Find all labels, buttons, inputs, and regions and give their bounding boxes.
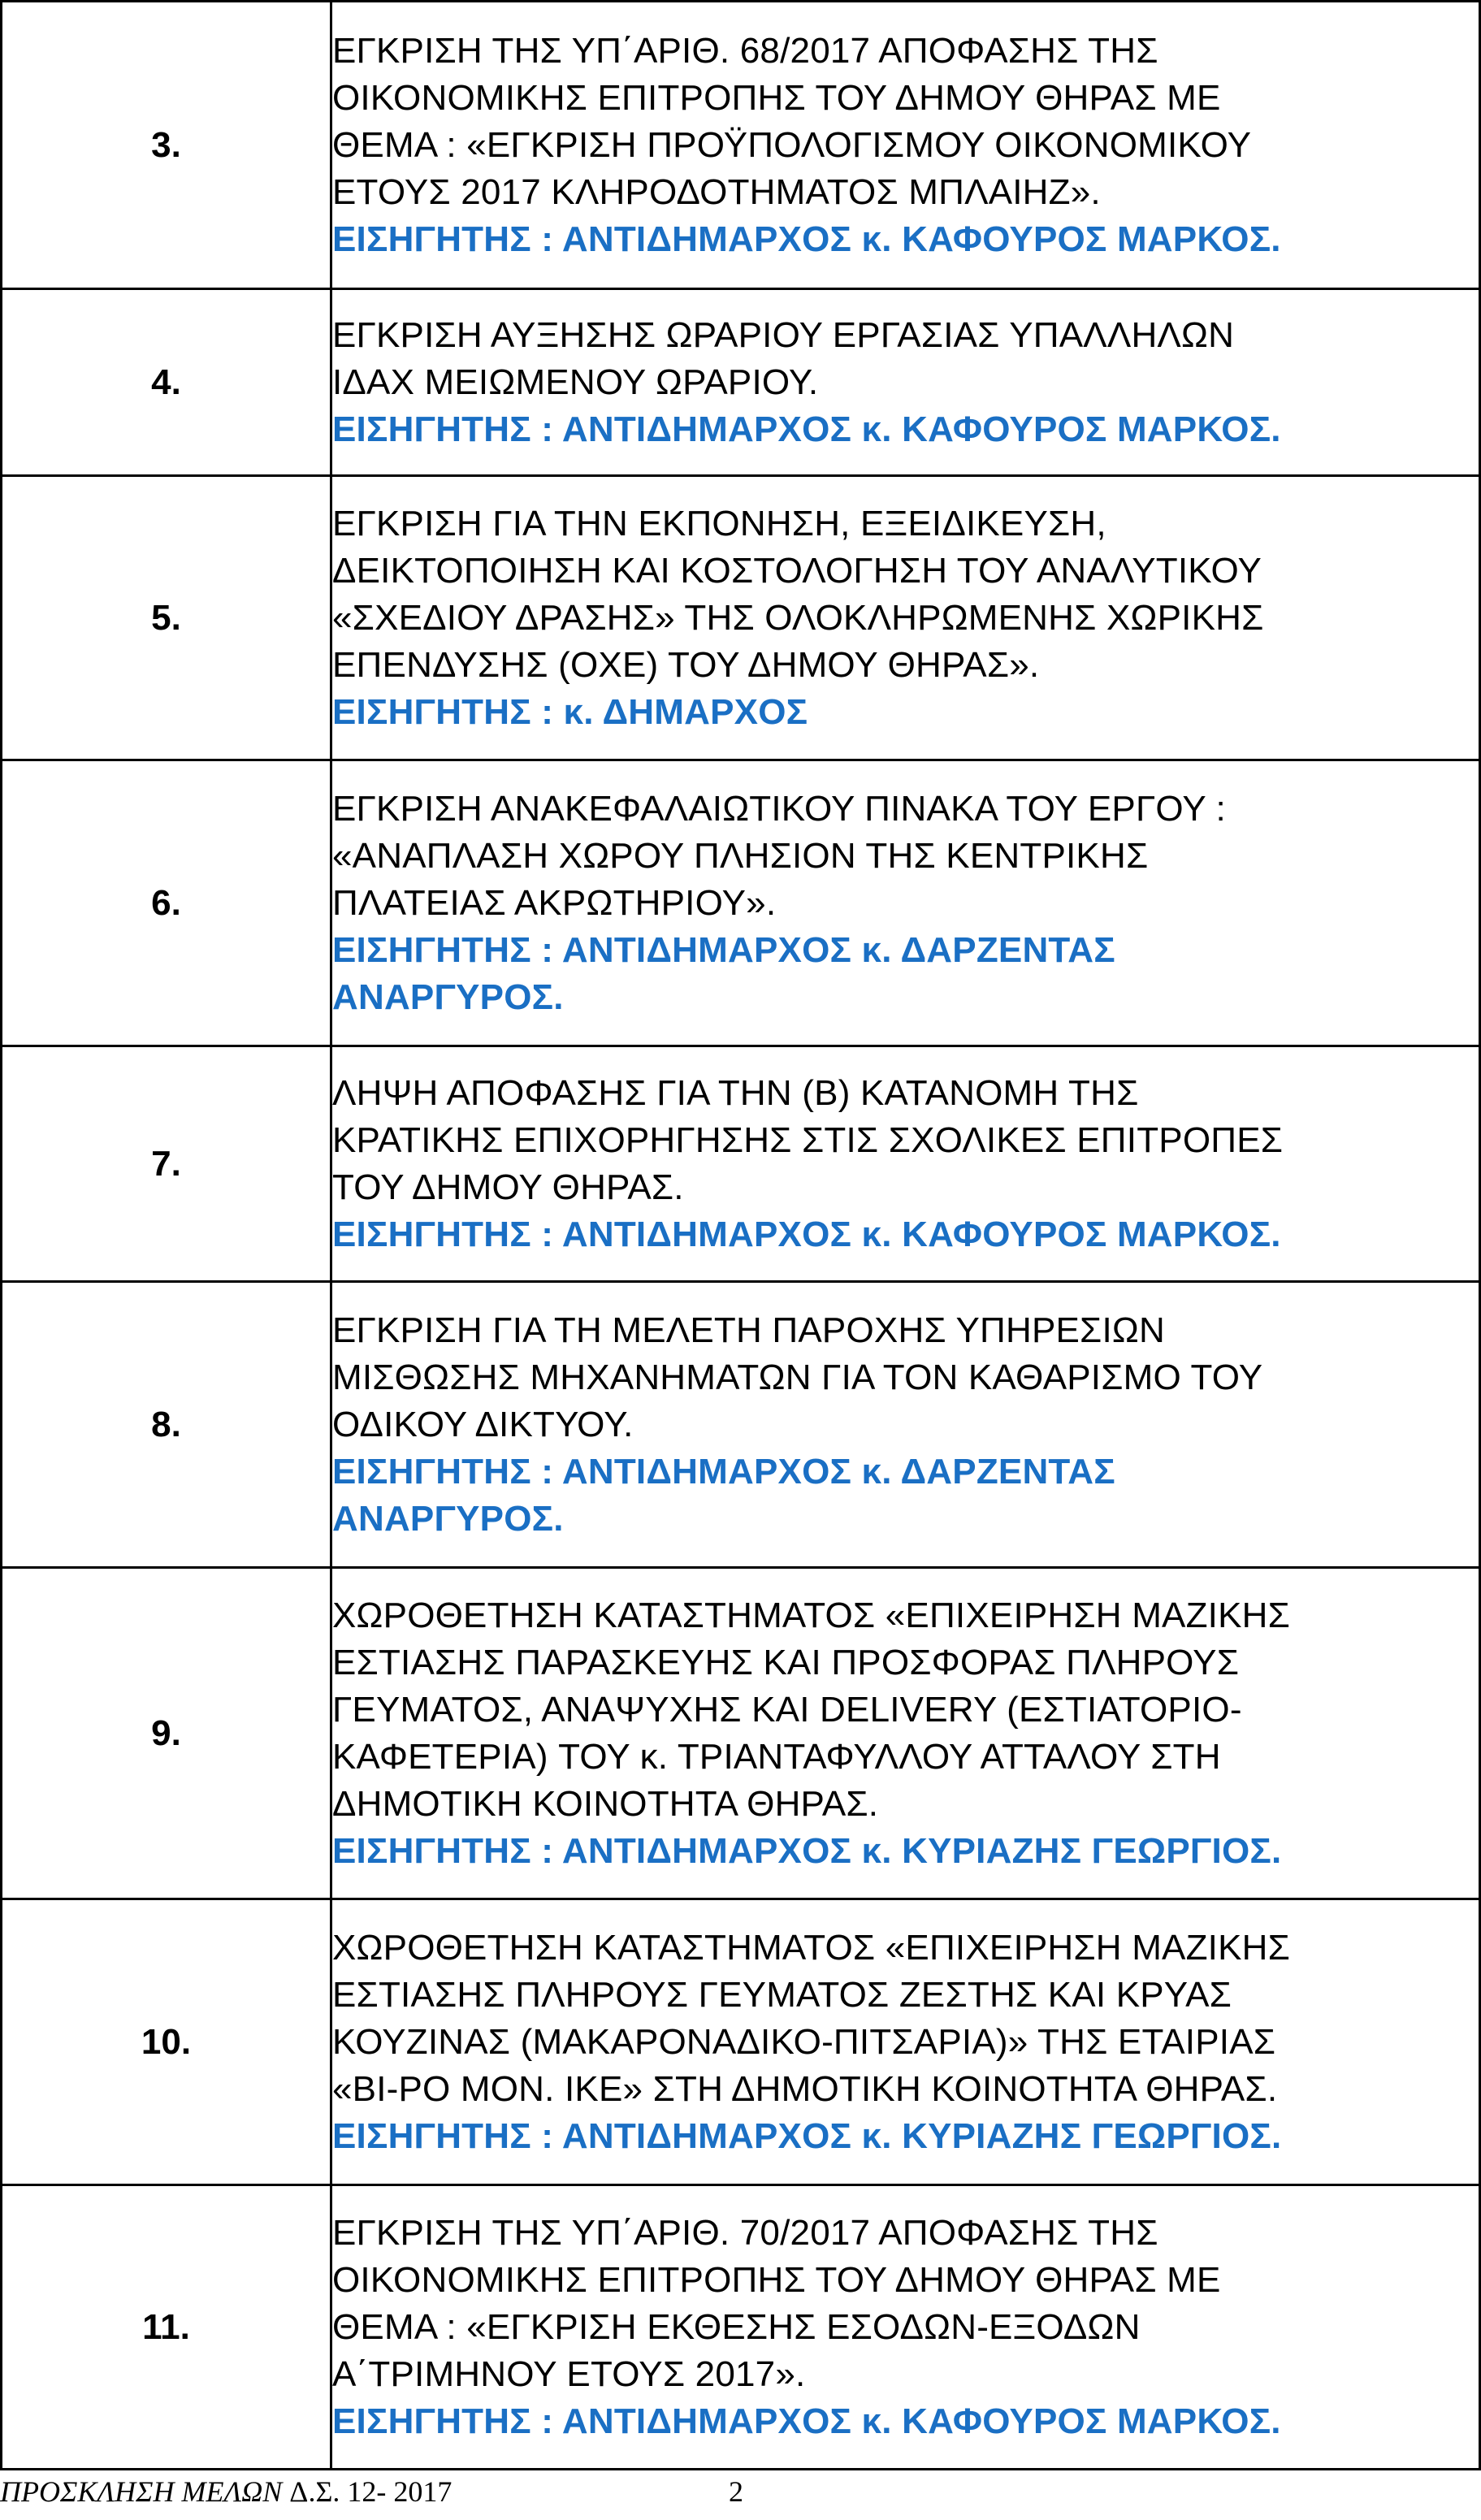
agenda-row — [2, 289, 1480, 476]
item-body — [331, 2, 1480, 289]
item-number: 7. — [2, 1046, 331, 1282]
agenda-row — [2, 1282, 1480, 1568]
item-description: ΕΓΚΡΙΣΗ ΑΝΑΚΕΦΑΛΑΙΩΤΙΚΟΥ ΠΙΝΑΚΑ ΤΟΥ ΕΡΓΟΥ : «ΑΝΑΠΛΑΣΗ ΧΩΡΟΥ ΠΛΗΣΙΟΝ ΤΗΣ ΚΕΝΤΡΙΚΗΣ ΠΛΑΤΕΙΑΣ ΑΚΡΩΤΗΡΙΟΥ». — [332, 788, 1226, 923]
item-number: 10. — [2, 1899, 331, 2185]
item-description: ΛΗΨΗ ΑΠΟΦΑΣΗΣ ΓΙΑ ΤΗΝ (Β) ΚΑΤΑΝΟΜΗ ΤΗΣ ΚΡΑΤΙΚΗΣ ΕΠΙΧΟΡΗΓΗΣΗΣ ΣΤΙΣ ΣΧΟΛΙΚΕΣ ΕΠΙΤΡΟΠΕΣ ΤΟΥ ΔΗΜΟΥ ΘΗΡΑΣ. — [332, 1072, 1284, 1207]
footer-label: ΠΡΟΣΚΛΗΣΗ ΜΕΛΩΝ — [0, 2475, 283, 2508]
item-description: ΧΩΡΟΘΕΤΗΣΗ ΚΑΤΑΣΤΗΜΑΤΟΣ «ΕΠΙΧΕΙΡΗΣΗ ΜΑΖΙΚΗΣ ΕΣΤΙΑΣΗΣ ΠΛΗΡΟΥΣ ΓΕΥΜΑΤΟΣ ΖΕΣΤΗΣ ΚΑΙ ΚΡΥΑΣ ΚΟΥΖΙΝΑΣ (ΜΑΚΑΡΟΝΑΔΙΚΟ-ΠΙΤΣΑΡΙΑ)» ΤΗΣ ΕΤΑΙΡΙΑΣ «ΒΙ-ΡΟ ΜΟΝ. ΙΚΕ» ΣΤΗ ΔΗΜΟΤΙΚΗ ΚΟΙΝΟΤΗΤΑ ΘΗΡΑΣ. — [332, 1927, 1291, 2109]
item-rapporteur: ΕΙΣΗΓΗΤΗΣ : ΑΝΤΙΔΗΜΑΡΧΟΣ κ. ΔΑΡΖΕΝΤΑΣ ΑΝΑΡΓΥΡΟΣ. — [332, 929, 1115, 1017]
footer — [0, 2475, 452, 2509]
item-rapporteur: ΕΙΣΗΓΗΤΗΣ : ΑΝΤΙΔΗΜΑΡΧΟΣ κ. ΚΥΡΙΑΖΗΣ ΓΕΩΡΓΙΟΣ. — [332, 2115, 1282, 2156]
item-body — [331, 1568, 1480, 1899]
item-body — [331, 1046, 1480, 1282]
item-rapporteur: ΕΙΣΗΓΗΤΗΣ : ΑΝΤΙΔΗΜΑΡΧΟΣ κ. ΚΑΦΟΥΡΟΣ ΜΑΡΚΟΣ. — [332, 219, 1281, 259]
agenda-row — [2, 2185, 1480, 2470]
item-body — [331, 2185, 1480, 2470]
agenda-row — [2, 2, 1480, 289]
item-body — [331, 289, 1480, 476]
agenda-row — [2, 1046, 1480, 1282]
item-number: 4. — [2, 289, 331, 476]
page-number: 2 — [729, 2475, 743, 2508]
item-rapporteur: ΕΙΣΗΓΗΤΗΣ : ΑΝΤΙΔΗΜΑΡΧΟΣ κ. ΚΑΦΟΥΡΟΣ ΜΑΡΚΟΣ. — [332, 1214, 1281, 1254]
item-rapporteur: ΕΙΣΗΓΗΤΗΣ : ΑΝΤΙΔΗΜΑΡΧΟΣ κ. ΚΑΦΟΥΡΟΣ ΜΑΡΚΟΣ. — [332, 409, 1281, 449]
item-description: ΕΓΚΡΙΣΗ ΓΙΑ ΤΗ ΜΕΛΕΤΗ ΠΑΡΟΧΗΣ ΥΠΗΡΕΣΙΩΝ ΜΙΣΘΩΣΗΣ ΜΗΧΑΝΗΜΑΤΩΝ ΓΙΑ ΤΟΝ ΚΑΘΑΡΙΣΜΟ ΤΟΥ ΟΔΙΚΟΥ ΔΙΚΤΥΟΥ. — [332, 1310, 1263, 1444]
agenda-row — [2, 760, 1480, 1046]
agenda-row — [2, 1899, 1480, 2185]
item-rapporteur: ΕΙΣΗΓΗΤΗΣ : ΑΝΤΙΔΗΜΑΡΧΟΣ κ. ΚΑΦΟΥΡΟΣ ΜΑΡΚΟΣ. — [332, 2401, 1281, 2441]
item-number: 8. — [2, 1282, 331, 1568]
item-description: ΕΓΚΡΙΣΗ ΓΙΑ ΤΗΝ ΕΚΠΟΝΗΣΗ, ΕΞΕΙΔΙΚΕΥΣΗ, ΔΕΙΚΤΟΠΟΙΗΣΗ ΚΑΙ ΚΟΣΤΟΛΟΓΗΣΗ ΤΟΥ ΑΝΑΛΥΤΙΚΟΥ «ΣΧΕΔΙΟΥ ΔΡΑΣΗΣ» ΤΗΣ ΟΛΟΚΛΗΡΩΜΕΝΗΣ ΧΩΡΙΚΗΣ ΕΠΕΝΔΥΣΗΣ (ΟΧΕ) ΤΟΥ ΔΗΜΟΥ ΘΗΡΑΣ». — [332, 503, 1264, 685]
item-description: ΕΓΚΡΙΣΗ ΤΗΣ ΥΠ΄ΑΡΙΘ. 68/2017 ΑΠΟΦΑΣΗΣ ΤΗΣ ΟΙΚΟΝΟΜΙΚΗΣ ΕΠΙΤΡΟΠΗΣ ΤΟΥ ΔΗΜΟΥ ΘΗΡΑΣ ΜΕ ΘΕΜΑ : «ΕΓΚΡΙΣΗ ΠΡΟΫΠΟΛΟΓΙΣΜΟΥ ΟΙΚΟΝΟΜΙΚΟΥ ΕΤΟΥΣ 2017 ΚΛΗΡΟΔΟΤΗΜΑΤΟΣ ΜΠΛΑΙΗΖ». — [332, 30, 1252, 212]
item-rapporteur: ΕΙΣΗΓΗΤΗΣ : ΑΝΤΙΔΗΜΑΡΧΟΣ κ. ΔΑΡΖΕΝΤΑΣ ΑΝΑΡΓΥΡΟΣ. — [332, 1451, 1115, 1539]
item-number: 5. — [2, 476, 331, 760]
item-rapporteur: ΕΙΣΗΓΗΤΗΣ : κ. ΔΗΜΑΡΧΟΣ — [332, 691, 808, 732]
item-number: 11. — [2, 2185, 331, 2470]
agenda-row — [2, 476, 1480, 760]
footer-session: Δ.Σ. 12- 2017 — [289, 2475, 453, 2508]
item-body — [331, 760, 1480, 1046]
item-number: 3. — [2, 2, 331, 289]
item-description: ΕΓΚΡΙΣΗ ΤΗΣ ΥΠ΄ΑΡΙΘ. 70/2017 ΑΠΟΦΑΣΗΣ ΤΗΣ ΟΙΚΟΝΟΜΙΚΗΣ ΕΠΙΤΡΟΠΗΣ ΤΟΥ ΔΗΜΟΥ ΘΗΡΑΣ ΜΕ ΘΕΜΑ : «ΕΓΚΡΙΣΗ ΕΚΘΕΣΗΣ ΕΣΟΔΩΝ-ΕΞΟΔΩΝ Α΄ΤΡΙΜΗΝΟΥ ΕΤΟΥΣ 2017». — [332, 2212, 1221, 2394]
item-number: 9. — [2, 1568, 331, 1899]
item-body — [331, 476, 1480, 760]
agenda-row — [2, 1568, 1480, 1899]
item-number: 6. — [2, 760, 331, 1046]
item-body — [331, 1282, 1480, 1568]
item-rapporteur: ΕΙΣΗΓΗΤΗΣ : ΑΝΤΙΔΗΜΑΡΧΟΣ κ. ΚΥΡΙΑΖΗΣ ΓΕΩΡΓΙΟΣ. — [332, 1830, 1282, 1871]
item-description: ΧΩΡΟΘΕΤΗΣΗ ΚΑΤΑΣΤΗΜΑΤΟΣ «ΕΠΙΧΕΙΡΗΣΗ ΜΑΖΙΚΗΣ ΕΣΤΙΑΣΗΣ ΠΑΡΑΣΚΕΥΗΣ ΚΑΙ ΠΡΟΣΦΟΡΑΣ ΠΛΗΡΟΥΣ ΓΕΥΜΑΤΟΣ, ΑΝΑΨΥΧΗΣ ΚΑΙ DELIVERY (ΕΣΤΙΑΤΟΡΙΟ- ΚΑΦΕΤΕΡΙΑ) ΤΟΥ κ. ΤΡΙΑΝΤΑΦΥΛΛΟΥ ΑΤΤΑΛΟΥ ΣΤΗ ΔΗΜΟΤΙΚΗ ΚΟΙΝΟΤΗΤΑ ΘΗΡΑΣ. — [332, 1595, 1291, 1824]
item-description: ΕΓΚΡΙΣΗ ΑΥΞΗΣΗΣ ΩΡΑΡΙΟΥ ΕΡΓΑΣΙΑΣ ΥΠΑΛΛΗΛΩΝ ΙΔΑΧ ΜΕΙΩΜΕΝΟΥ ΩΡΑΡΙΟΥ. — [332, 314, 1235, 402]
item-body — [331, 1899, 1480, 2185]
